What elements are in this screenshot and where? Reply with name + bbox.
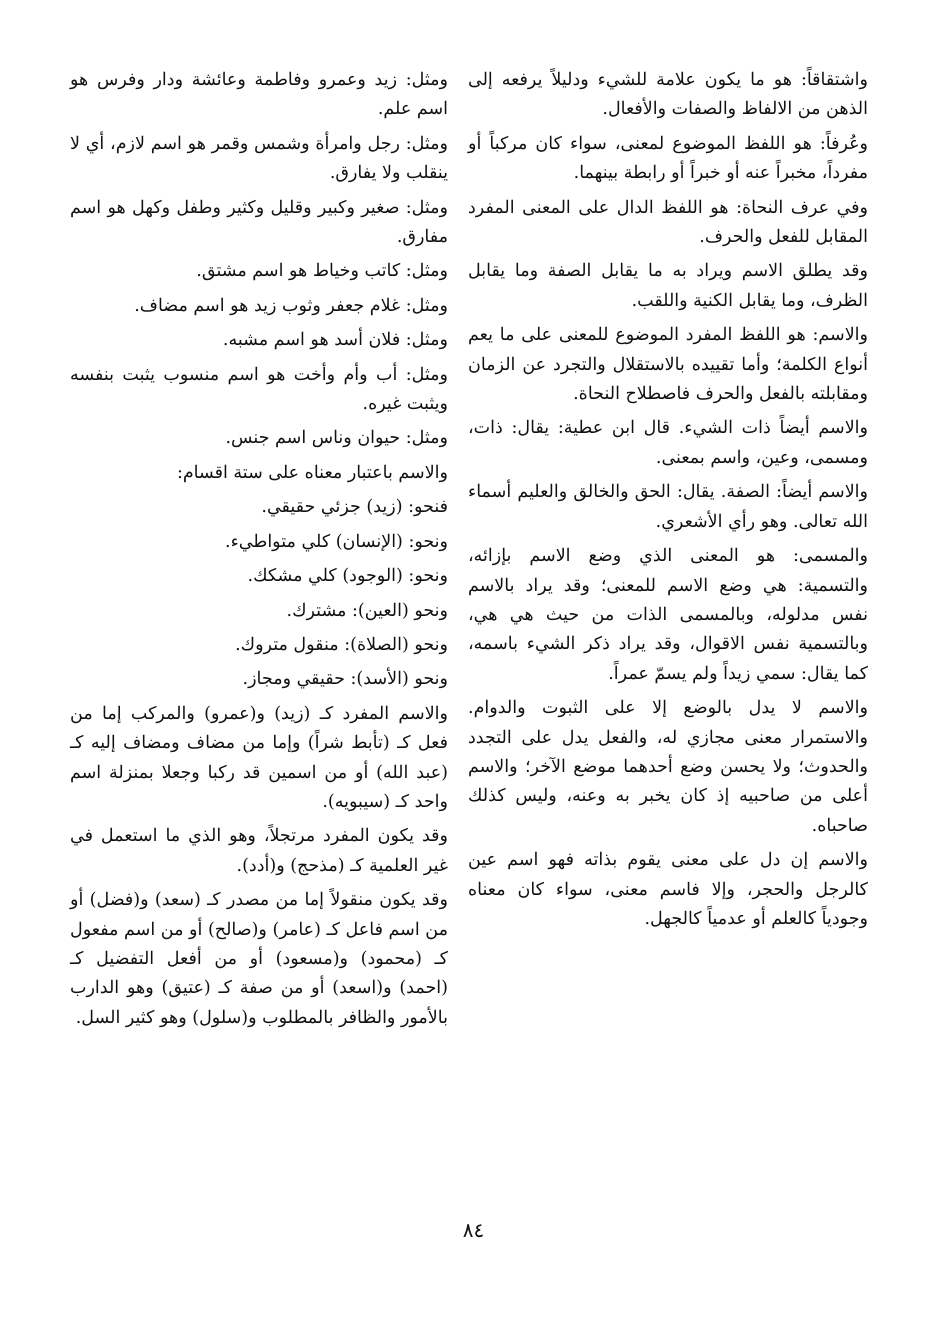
paragraph: ونحو (العين): مشترك. <box>286 600 448 621</box>
paragraph: ونحو (الأسد): حقيقي ومجاز. <box>242 669 448 690</box>
paragraph: والاسم باعتبار معناه على ستة اقسام: <box>176 462 448 483</box>
paragraph: ومثل: كاتب وخياط هو اسم مشتق. <box>196 261 448 282</box>
paragraph: ومثل: صغير وكبير وقليل وكثير وطفل وكهل هو اسم مفارق. <box>70 197 448 248</box>
paragraph: ومثل: رجل وامرأة وشمس وقمر هو اسم لازم، أي لا ينقلب ولا يفارق. <box>70 133 448 184</box>
page-number: ٨٤ <box>462 1218 485 1242</box>
paragraph: والاسم أيضاً ذات الشيء. قال ابن عطية: يقال: ذات، ومسمى، وعين، واسم بمعنى. <box>468 418 868 468</box>
right-column <box>468 66 868 939</box>
paragraph: ومثل: غلام جعفر وثوب زيد هو اسم مضاف. <box>134 295 448 316</box>
paragraph: فنحو: (زيد) جزئي حقيقي. <box>261 497 448 518</box>
paragraph: والاسم إن دل على معنى يقوم بذاته فهو اسم عين كالرجل والحجر، وإلا فاسم معنى، سواء كان معناه وجودياً كالعلم أو عدمياً كالجهل. <box>468 850 868 929</box>
paragraph: ونحو (الصلاة): منقول متروك. <box>235 634 448 655</box>
paragraph: ومثل: أب وأم وأخت هو اسم منسوب يثبت بنفسه ويثبت غيره. <box>70 364 448 415</box>
left-column <box>70 66 448 1038</box>
paragraph: والاسم لا يدل بالوضع إلا على الثبوت والدوام. والاستمرار معنى مجازي له، والفعل يدل على التجدد والحدوث؛ ولا يحسن وضع أحدهما موضع الآخر؛ والاسم أعلى من صاحبيه إذ كان يخبر به وعنه، وليس كذلك صاحباه. <box>468 698 868 836</box>
paragraph: ومثل: فلان أسد هو اسم مشبه. <box>222 330 448 351</box>
paragraph: ونحو: (الإنسان) كلي متواطيء. <box>225 531 448 552</box>
paragraph: وقد يكون المفرد مرتجلاً، وهو الذي ما استعمل في غير العلمية كـ (مذحج) و(أدد). <box>70 826 448 876</box>
paragraph: والاسم أيضاً: الصفة. يقال: الحق والخالق والعليم أسماء الله تعالى. وهو رأي الأشعري. <box>468 482 868 532</box>
paragraph: وقد يكون منقولاً إما من مصدر كـ (سعد) و(فضل) أو من اسم فاعل كـ (عامر) و(صالح) أو من اسم مفعول كـ (محمود) و(مسعود) أو من أفعل التفضيل كـ (احمد) و(اسعد) أو من صفة كـ (عتيق) وهو الدارب بالأمور والظافر بالمطلوب و(سلول) وهو كثير السل. <box>70 890 448 1028</box>
paragraph: ومثل: حيوان وناس اسم جنس. <box>225 428 448 449</box>
paragraph: والمسمى: هو المعنى الذي وضع الاسم بإزائه، والتسمية: هي وضع الاسم للمعنى؛ وقد يراد بالاسم نفس مدلوله، وبالمسمى الذات من حيث هي هي، وبالتسمية نفس الاقوال، وقد يراد ذكر الشيء باسمه، كما يقال: سمي زيداً ولم يسمّ عمراً. <box>468 546 868 684</box>
paragraph: والاسم المفرد كـ (زيد) و(عمرو) والمركب إما من فعل كـ (تأبط شراً) وإما من مضاف ومضاف إليه كـ (عبد الله) أو من اسمين قد ركبا وجعلا بمنزلة اسم واحد كـ (سيبويه). <box>70 703 448 812</box>
paragraph: ونحو: (الوجود) كلي مشكك. <box>247 566 448 587</box>
paragraph: والاسم: هو اللفظ المفرد الموضوع للمعنى على ما يعم أنواع الكلمة؛ وأما تقييده بالاستقلال والتجرد عن الزمان ومقابلته بالفعل والحرف فاصطلاح النحاة. <box>468 325 868 405</box>
paragraph: واشتقاقاً: هو ما يكون علامة للشيء ودليلاً يرفعه إلى الذهن من الالفاظ والصفات والأفعال. <box>468 70 868 120</box>
paragraph: وفي عرف النحاة: هو اللفظ الدال على المعنى المفرد المقابل للفعل والحرف. <box>468 197 868 248</box>
paragraph: وقد يطلق الاسم ويراد به ما يقابل الصفة وما يقابل الظرف، وما يقابل الكنية واللقب. <box>468 261 868 311</box>
paragraph: وعُرفاً: هو اللفظ الموضوع لمعنى، سواء كان مركباً أو مفرداً، مخبراً عنه أو خبراً أو رابطة بينهما. <box>468 133 868 184</box>
paragraph: ومثل: زيد وعمرو وفاطمة وعائشة ودار وفرس هو اسم علم. <box>70 70 448 120</box>
